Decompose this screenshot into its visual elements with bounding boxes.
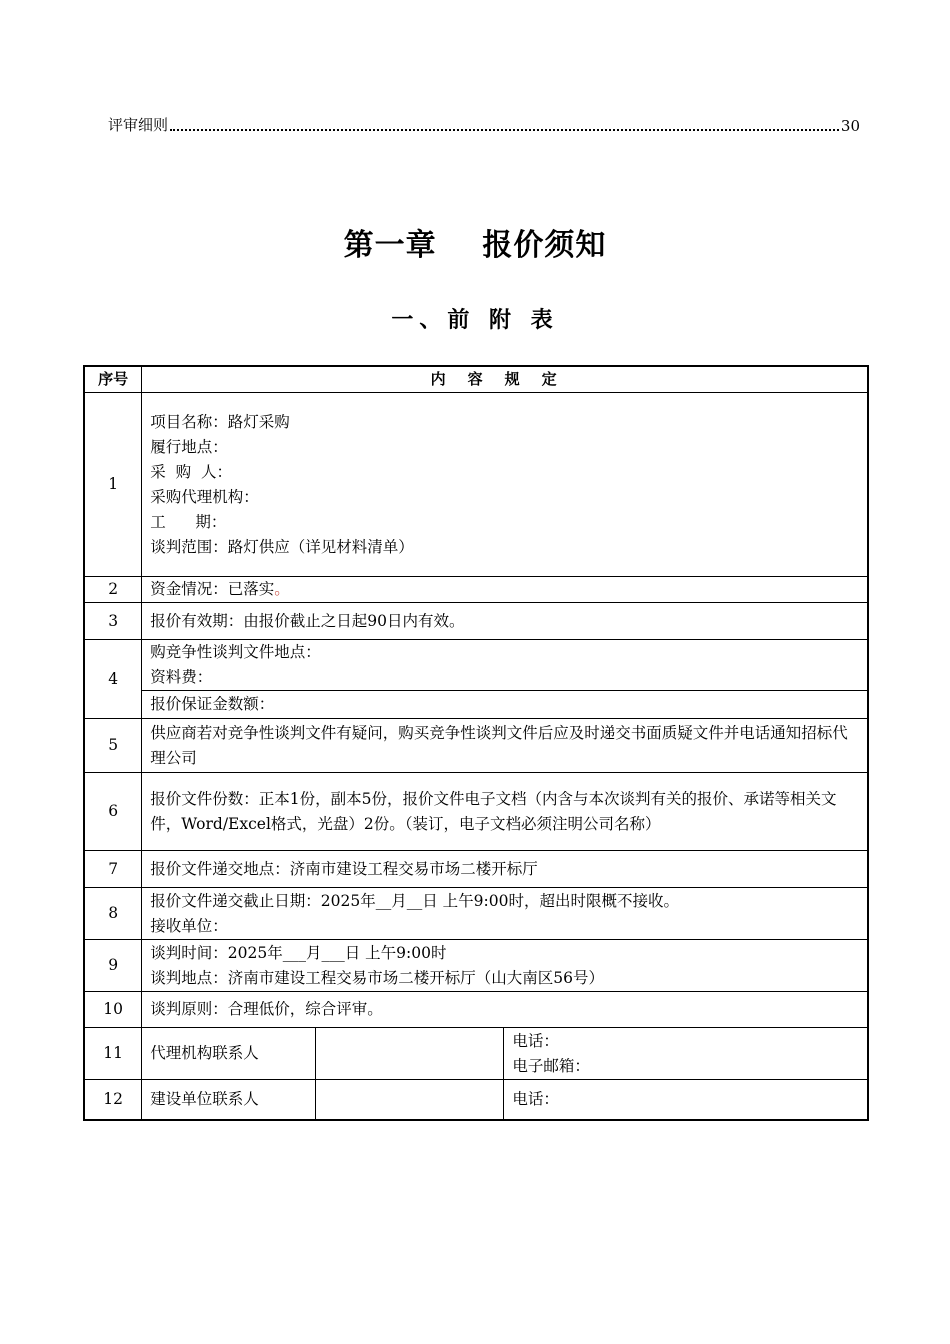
row-number: 3 (84, 603, 142, 640)
toc-entry (108, 115, 860, 135)
row-number: 8 (84, 888, 142, 940)
toc-leader-dots (170, 129, 839, 131)
negotiation-location-line: 谈判地点：济南市建设工程交易市场二楼开标厅（山大南区56号） (150, 968, 605, 987)
row-number: 11 (84, 1028, 142, 1080)
agency-line: 采购代理机构： (150, 487, 259, 506)
row-content (142, 577, 868, 603)
funding-text: 资金情况：已落实 (150, 580, 275, 598)
row-number: 2 (84, 577, 142, 603)
table-row (84, 992, 868, 1028)
funding-mark: 。 (274, 580, 290, 598)
table-row (84, 888, 868, 940)
section-title: 一、前 附 表 (391, 308, 559, 333)
table-row (84, 940, 868, 992)
row-number: 9 (84, 940, 142, 992)
deadline-line: 报价文件递交截止日期：2025年__月__日 上午9:00时，超出时限概不接收。 (150, 891, 679, 910)
chapter-title: 第一章 报价须知 (343, 228, 607, 263)
purchaser-line: 采 购 人： (150, 462, 232, 481)
duration-line: 工 期： (150, 512, 227, 531)
owner-contact-label: 建设单位联系人 (142, 1080, 316, 1120)
table-row (84, 1028, 868, 1080)
row-number: 4 (84, 640, 142, 719)
row-content (142, 888, 868, 940)
row-content (142, 393, 868, 577)
row-number: 10 (84, 992, 142, 1028)
row-content: 供应商若对竞争性谈判文件有疑问，购买竞争性谈判文件后应及时递交书面质疑文件并电话通知招标代理公司 (142, 719, 868, 773)
table-row (84, 603, 868, 640)
agency-contact-details (504, 1028, 868, 1080)
owner-contact-details: 电话： (504, 1080, 868, 1120)
toc-page-number: 30 (840, 117, 860, 135)
table-row (84, 577, 868, 603)
table-row (84, 691, 868, 719)
table-row (84, 393, 868, 577)
table-row (84, 773, 868, 851)
table-row (84, 640, 868, 691)
front-appendix-table (83, 365, 869, 1121)
receiver-line: 接收单位： (150, 916, 228, 935)
row-number: 7 (84, 851, 142, 888)
agency-phone: 电话： (512, 1031, 559, 1050)
table-row (84, 719, 868, 773)
agency-contact-label: 代理机构联系人 (142, 1028, 316, 1080)
owner-contact-value (315, 1080, 503, 1120)
project-name-line: 项目名称：路灯采购 (150, 412, 290, 431)
row-number: 1 (84, 393, 142, 577)
scope-line: 谈判范围：路灯供应（详见材料清单） (150, 537, 414, 556)
row-content: 报价有效期：由报价截止之日起90日内有效。 (142, 603, 868, 640)
agency-contact-value (315, 1028, 503, 1080)
row-content: 报价文件份数：正本1份，副本5份，报价文件电子文档（内含与本次谈判有关的报价、承诺等相关文件，Word/Excel格式，光盘）2份。（装订，电子文档必须注明公司名称） (142, 773, 868, 851)
row-number: 5 (84, 719, 142, 773)
row-number: 6 (84, 773, 142, 851)
table-row (84, 851, 868, 888)
deposit-amount: 报价保证金数额： (142, 691, 868, 719)
agency-email: 电子邮箱： (512, 1056, 590, 1075)
row-content: 谈判原则：合理低价，综合评审。 (142, 992, 868, 1028)
toc-label: 评审细则 (108, 116, 169, 134)
table-row (84, 1080, 868, 1120)
purchase-location-line: 购竞争性谈判文件地点： (150, 643, 321, 661)
row-number: 12 (84, 1080, 142, 1120)
table-header-row (84, 366, 868, 393)
negotiation-time-line: 谈判时间：2025年___月___日 上午9:00时 (150, 943, 447, 962)
header-seq: 序号 (84, 366, 142, 393)
header-content: 内容规定 (142, 366, 868, 393)
location-line: 履行地点： (150, 437, 228, 456)
document-fee-line: 资料费： (150, 668, 213, 686)
row-content: 报价文件递交地点：济南市建设工程交易市场二楼开标厅 (142, 851, 868, 888)
row-content (142, 640, 868, 691)
row-content (142, 940, 868, 992)
